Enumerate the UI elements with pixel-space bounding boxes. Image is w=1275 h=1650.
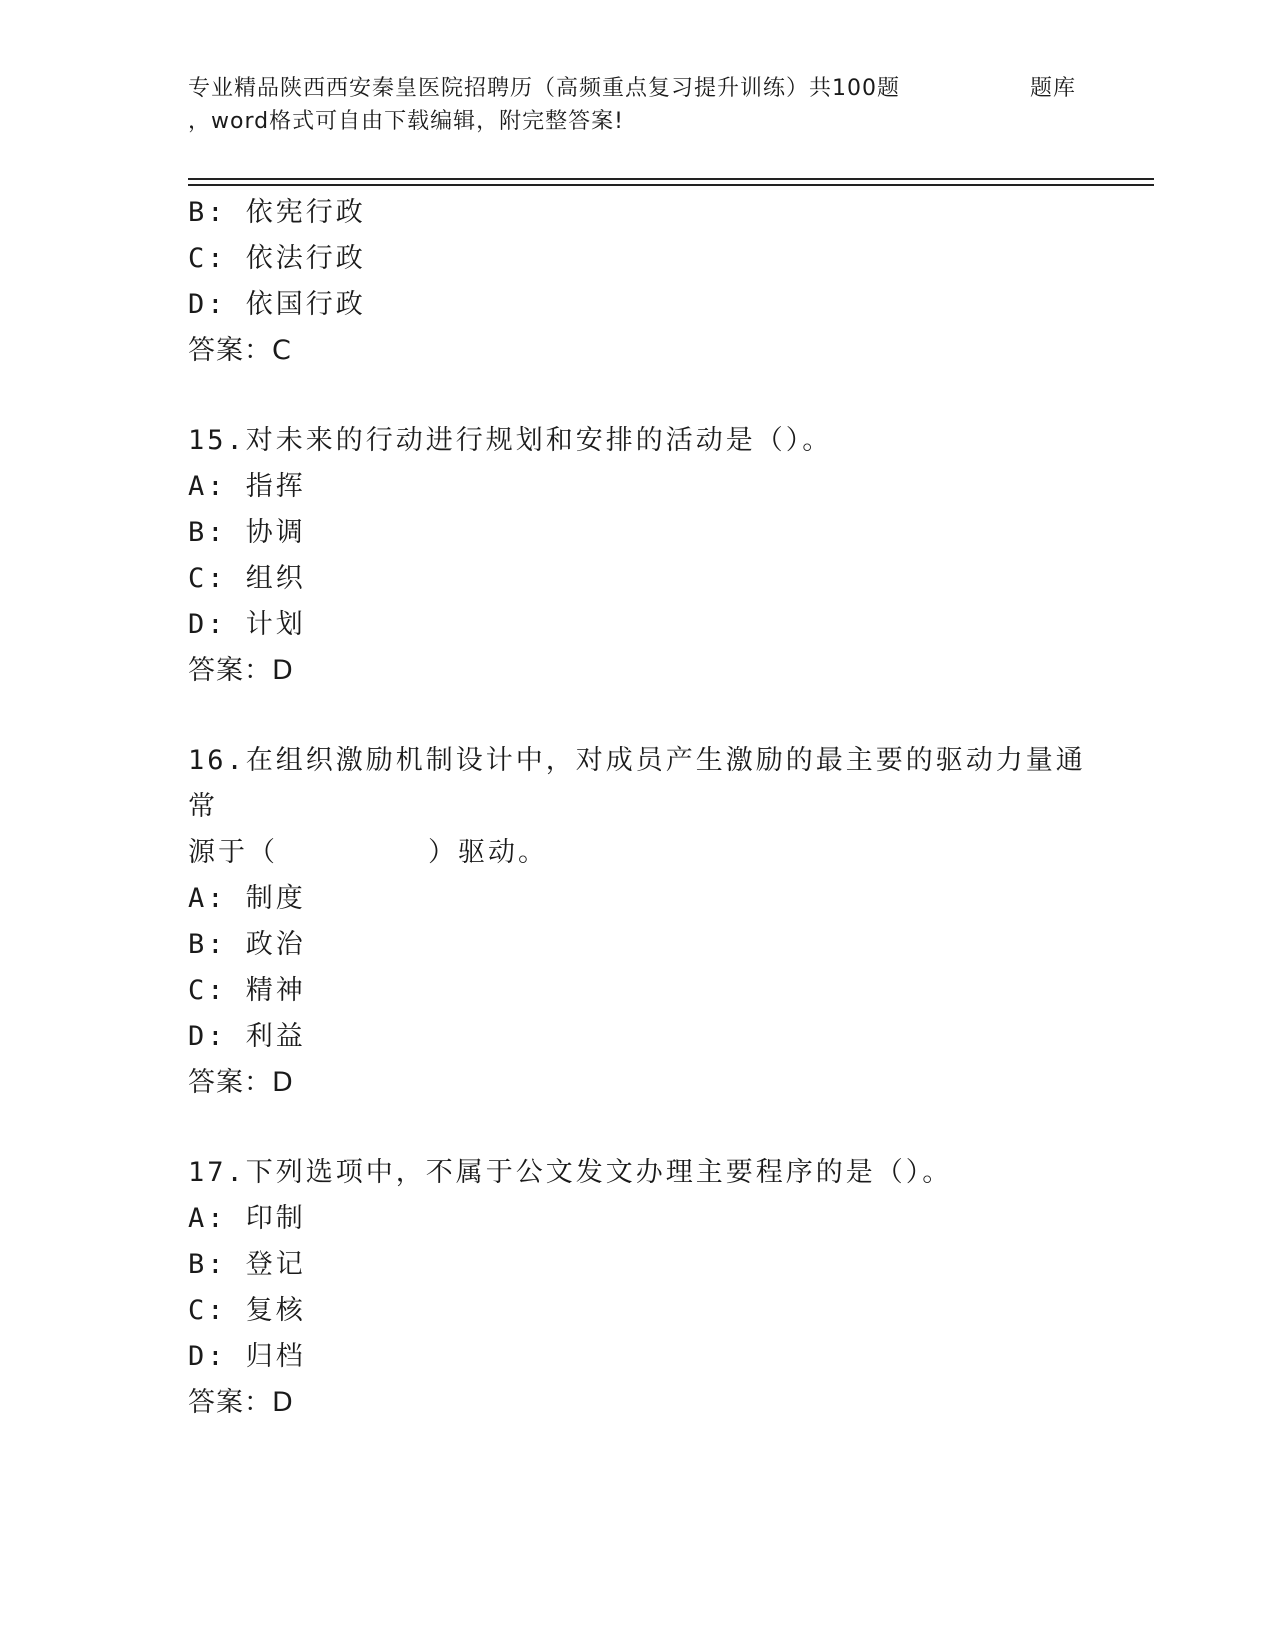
- option-a: A: 制度: [188, 883, 306, 914]
- document-header: [188, 72, 1088, 138]
- option-b: B: 依宪行政: [188, 197, 366, 228]
- option-d: D: 归档: [188, 1341, 306, 1372]
- header-bank-label: 题库: [1030, 76, 1077, 101]
- option-b: B: 登记: [188, 1249, 306, 1280]
- question-text-line-2: 源于（ ）驱动。: [188, 837, 548, 868]
- option-d: D: 依国行政: [188, 289, 366, 320]
- option-d: D: 计划: [188, 609, 306, 640]
- option-c: C: 精神: [188, 975, 306, 1006]
- question-16: [188, 738, 1088, 1106]
- option-a: A: 指挥: [188, 471, 306, 502]
- header-rule-top: [188, 178, 1154, 180]
- question-content: [188, 190, 1088, 1426]
- question-15: [188, 418, 1088, 694]
- answer: 答案：C: [188, 335, 292, 366]
- answer: 答案：D: [188, 655, 294, 686]
- question-17: [188, 1150, 1088, 1426]
- question-text: 17.下列选项中，不属于公文发文办理主要程序的是（）。: [188, 1157, 953, 1188]
- question-text-line-1: 16.在组织激励机制设计中，对成员产生激励的最主要的驱动力量通常: [188, 745, 1086, 822]
- option-b: B: 政治: [188, 929, 306, 960]
- question-text: 15.对未来的行动进行规划和安排的活动是（）。: [188, 425, 833, 456]
- previous-question-tail: [188, 190, 1088, 374]
- option-c: C: 复核: [188, 1295, 306, 1326]
- answer: 答案：D: [188, 1067, 294, 1098]
- option-b: B: 协调: [188, 517, 306, 548]
- header-title: 专业精品陕西西安秦皇医院招聘历（高频重点复习提升训练）共100题: [188, 76, 900, 101]
- header-rule-bottom: [188, 184, 1154, 186]
- option-c: C: 依法行政: [188, 243, 366, 274]
- header-line-1: [188, 72, 1088, 105]
- header-line-2: ，word格式可自由下载编辑，附完整答案!: [188, 109, 624, 134]
- option-d: D: 利益: [188, 1021, 306, 1052]
- option-c: C: 组织: [188, 563, 306, 594]
- answer: 答案：D: [188, 1387, 294, 1418]
- option-a: A: 印制: [188, 1203, 306, 1234]
